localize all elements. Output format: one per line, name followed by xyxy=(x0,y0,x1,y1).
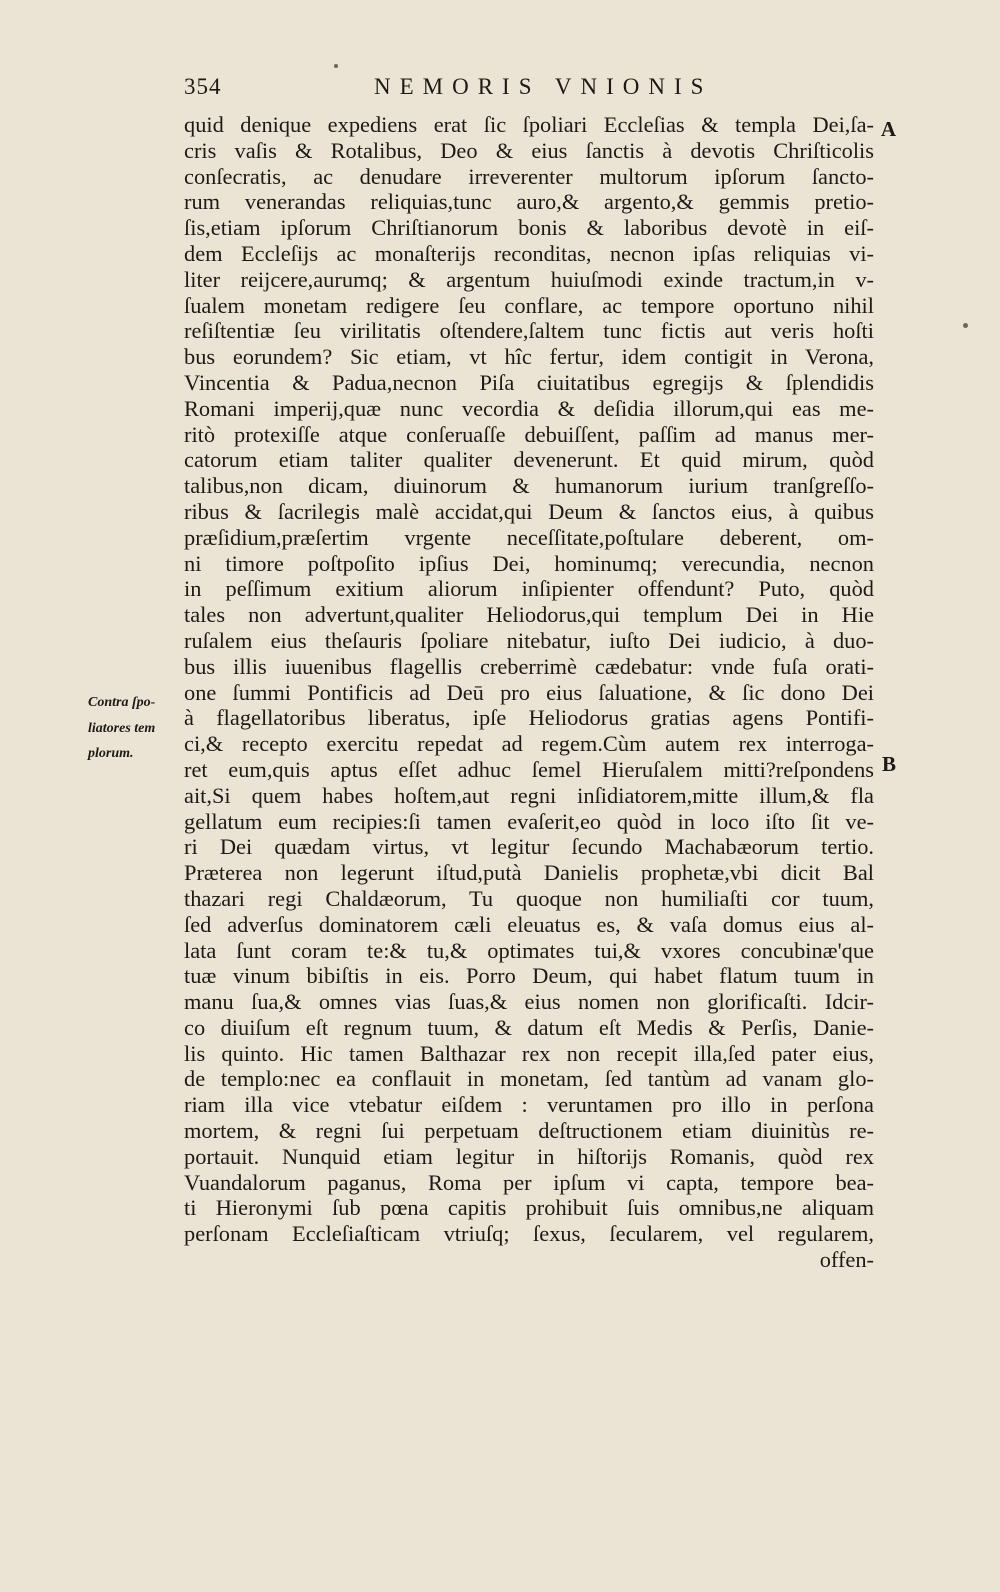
text-line: præſidium,præſertim vrgente neceſſitate,poſtulare deberent, om- xyxy=(184,524,874,550)
text-line: Romani imperij,quæ nunc vecordia & deſidia illorum,qui eas me- xyxy=(184,395,874,421)
text-line: Præterea non legerunt iſtud,putà Danielis prophetæ,vbi dicit Bal xyxy=(184,860,874,886)
page-speck xyxy=(334,64,338,68)
text-line: ni timore poſtpoſito ipſius Dei, hominumq; verecundia, necnon xyxy=(184,550,874,576)
text-line: lata ſunt coram te:& tu,& optimates tui,& vxores concubinæ'que xyxy=(184,937,874,963)
text-line: dem Eccleſijs ac monaſterijs reconditas, necnon ipſas reliquias vi- xyxy=(184,240,874,266)
text-line: liter reijcere,aurumq; & argentum huiuſmodi exinde tractum,in v- xyxy=(184,266,874,292)
text-line: ſis,etiam ipſorum Chriſtianorum bonis & laboribus devotè in eiſ- xyxy=(184,215,874,241)
text-line: à flagellatoribus liberatus, ipſe Heliodorus gratias agens Pontifi- xyxy=(184,705,874,731)
section-letter-b: B xyxy=(881,752,896,776)
text-line: ait,Si quem habes hoſtem,aut regni inſidiatorem,mitte illum,& fla xyxy=(184,782,874,808)
margin-note-line: Contra ſpo- xyxy=(88,695,156,710)
text-line: Vuandalorum paganus, Roma per ipſum vi capta, tempore bea- xyxy=(184,1169,874,1195)
text-line: in peſſimum exitium aliorum inſipienter offendunt? Puto, quòd xyxy=(184,576,874,602)
text-line: conſecratis, ac denudare irreverenter multorum ipſorum ſancto- xyxy=(184,163,874,189)
text-line: one ſummi Pontificis ad Deū pro eius ſaluatione, & ſic dono Dei xyxy=(184,679,874,705)
text-line: portauit. Nunquid etiam legitur in hiſtorijs Romanis, quòd rex xyxy=(184,1143,874,1169)
margin-note-line: plorum. xyxy=(88,746,134,761)
text-line: bus illis iuuenibus flagellis creberrimè cædebatur: vnde fuſa orati- xyxy=(184,653,874,679)
text-line: talibus,non dicam, diuinorum & humanorum iurium tranſgreſſo- xyxy=(184,473,874,499)
margin-note xyxy=(88,690,180,767)
text-line: Vincentia & Padua,necnon Piſa ciuitatibus egregijs & ſplendidis xyxy=(184,369,874,395)
text-line: cris vaſis & Rotalibus, Deo & eius ſanctis à devotis Chriſticolis xyxy=(184,137,874,163)
text-line: quid denique expediens erat ſic ſpoliari Eccleſias & templa Dei,ſa- xyxy=(184,112,874,137)
text-line: lis quinto. Hic tamen Balthazar rex non recepit illa,ſed pater eius, xyxy=(184,1040,874,1066)
text-line: manu ſua,& omnes vias ſuas,& eius nomen non glorificaſti. Idcir- xyxy=(184,989,874,1015)
running-title: NEMORIS VNIONIS xyxy=(374,74,713,99)
text-line: riam illa vice vtebatur eiſdem : veruntamen pro illo in perſona xyxy=(184,1092,874,1118)
text-line: ſualem monetam redigere ſeu conflare, ac tempore oportuno nihil xyxy=(184,292,874,318)
text-line: mortem, & regni ſui perpetuam deſtructionem etiam diuinitùs re- xyxy=(184,1118,874,1144)
section-letter-a: A xyxy=(880,117,896,141)
page-number: 354 xyxy=(184,74,222,99)
text-line: bus eorundem? Sic etiam, vt hîc fertur, idem contigit in Verona, xyxy=(184,344,874,370)
page-header xyxy=(184,74,874,106)
text-line: ci,& recepto exercitu repedat ad regem.Cùm autem rex interroga- xyxy=(184,731,874,757)
text-line: co diuiſum eſt regnum tuum, & datum eſt Medis & Perſis, Danie- xyxy=(184,1014,874,1040)
text-line: perſonam Eccleſiaſticam vtriuſq; ſexus, ſecularem, vel regularem, xyxy=(184,1221,874,1247)
page-speck xyxy=(963,323,968,328)
text-line: ruſalem eius theſauris ſpoliare nitebatur, iuſto Dei iudicio, à duo- xyxy=(184,627,874,653)
text-line: ti Hieronymi ſub pœna capitis prohibuit ſuis omnibus,ne aliquam xyxy=(184,1195,874,1221)
text-line: ret eum,quis aptus eſſet adhuc ſemel Hieruſalem mitti?reſpondens xyxy=(184,756,874,782)
text-line: ritò protexiſſe atque conſeruaſſe debuiſſent, paſſim ad manus mer- xyxy=(184,421,874,447)
body-text xyxy=(184,112,874,1273)
text-line: ri Dei quædam virtus, vt legitur ſecundo Machabæorum tertio. xyxy=(184,834,874,860)
margin-note-line: liatores tem xyxy=(88,720,156,736)
text-line: tales non advertunt,qualiter Heliodorus,qui templum Dei in Hie xyxy=(184,602,874,628)
text-line: offen- xyxy=(819,1247,874,1273)
text-line: catorum etiam taliter qualiter devenerunt. Et quid mirum, quòd xyxy=(184,447,874,473)
text-line: rum venerandas reliquias,tunc auro,& argento,& gemmis pretio- xyxy=(184,189,874,215)
text-line: ſed adverſus dominatorem cæli eleuatus es, & vaſa domus eius al- xyxy=(184,911,874,937)
text-line: tuæ vinum bibiſtis in eis. Porro Deum, qui habet flatum tuum in xyxy=(184,963,874,989)
text-line: thazari regi Chaldæorum, Tu quoque non humiliaſti cor tuum, xyxy=(184,885,874,911)
text-line: de templo:nec ea conflauit in monetam, ſed tantùm ad vanam glo- xyxy=(184,1066,874,1092)
text-line: reſiſtentiæ ſeu virilitatis oſtendere,ſaltem tunc fictis aut veris hoſti xyxy=(184,318,874,344)
text-line: ribus & ſacrilegis malè accidat,qui Deum & ſanctos eius, à quibus xyxy=(184,498,874,524)
text-line: gellatum eum recipies:ſi tamen evaſerit,eo quòd in loco iſto ſit ve- xyxy=(184,808,874,834)
